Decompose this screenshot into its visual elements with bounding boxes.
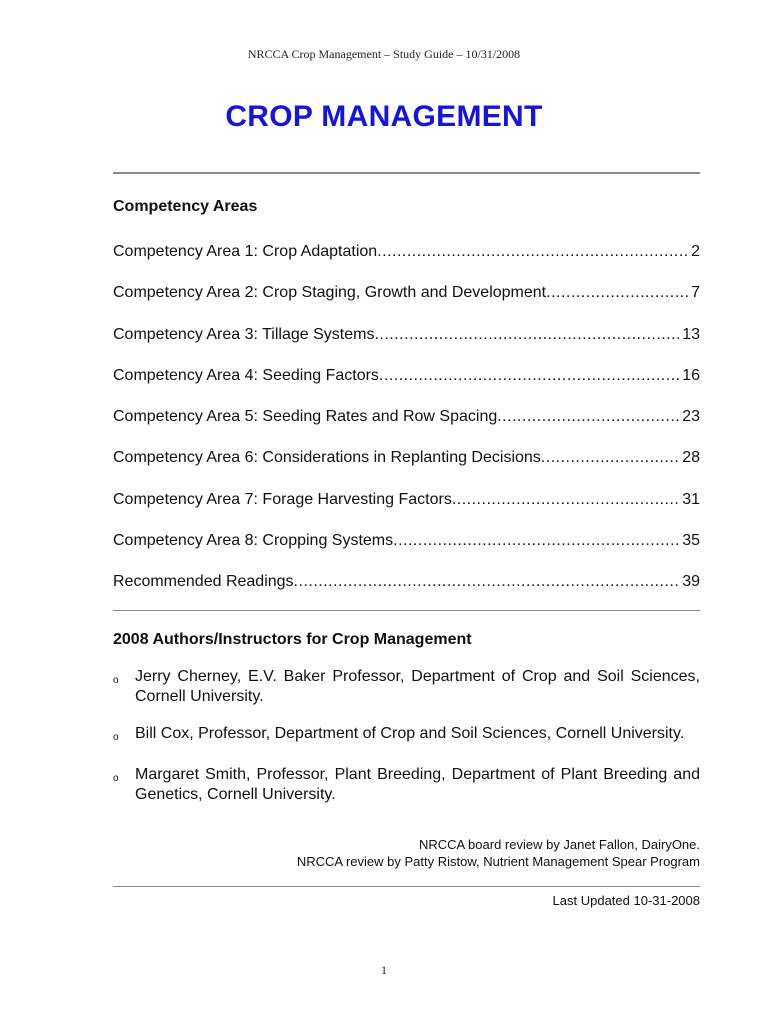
toc-entry-page: 7 bbox=[691, 284, 700, 302]
toc-leader-dots bbox=[497, 407, 679, 427]
review-credits bbox=[113, 836, 700, 870]
last-updated: Last Updated 10-31-2008 bbox=[552, 893, 700, 908]
bullet-icon: o bbox=[113, 773, 119, 784]
toc-entry-page: 2 bbox=[691, 243, 700, 260]
title-divider bbox=[113, 172, 700, 174]
toc-entry-page: 35 bbox=[682, 532, 700, 550]
table-of-contents bbox=[113, 242, 700, 614]
page-title: CROP MANAGEMENT bbox=[225, 100, 543, 133]
toc-entry-page: 28 bbox=[682, 449, 700, 467]
toc-entry-label: Competency Area 8: Cropping Systems bbox=[113, 532, 394, 550]
section-divider bbox=[113, 610, 700, 611]
toc-entry[interactable] bbox=[113, 448, 700, 489]
toc-entry-page: 31 bbox=[682, 490, 700, 508]
toc-entry-page: 16 bbox=[682, 366, 700, 384]
running-header: NRCCA Crop Management – Study Guide – 10/31/2008 bbox=[247, 47, 521, 61]
toc-entry-page: 23 bbox=[682, 408, 700, 426]
author-text: Jerry Cherney, E.V. Baker Professor, Department of Crop and Soil Sciences, Cornell University. bbox=[135, 668, 700, 705]
toc-entry-label: Competency Area 2: Crop Staging, Growth and Development bbox=[113, 284, 547, 302]
toc-leader-dots bbox=[452, 490, 679, 510]
toc-entry[interactable] bbox=[113, 366, 700, 407]
toc-leader-dots bbox=[379, 366, 679, 386]
toc-entry-page: 13 bbox=[682, 325, 700, 343]
author-item bbox=[113, 667, 700, 707]
author-text: Margaret Smith, Professor, Plant Breeding, Department of Plant Breeding and Genetics, Cornell University. bbox=[135, 766, 700, 803]
review-line: NRCCA board review by Janet Fallon, DairyOne. bbox=[418, 837, 700, 852]
bullet-icon: o bbox=[113, 675, 119, 686]
author-item bbox=[113, 724, 700, 748]
toc-entry-label: Competency Area 5: Seeding Rates and Row Spacing bbox=[113, 408, 498, 426]
author-text: Bill Cox, Professor, Department of Crop and Soil Sciences, Cornell University. bbox=[135, 725, 685, 742]
page-number: 1 bbox=[381, 963, 387, 977]
footer-divider bbox=[113, 886, 700, 887]
toc-entry[interactable] bbox=[113, 531, 700, 572]
toc-leader-dots bbox=[393, 531, 679, 551]
toc-entry[interactable] bbox=[113, 242, 700, 283]
toc-entry-label: Competency Area 4: Seeding Factors bbox=[113, 366, 379, 384]
toc-entry[interactable] bbox=[113, 407, 700, 448]
toc-entry[interactable] bbox=[113, 490, 700, 531]
toc-entry-label: Competency Area 7: Forage Harvesting Factors bbox=[113, 490, 452, 508]
toc-entry-label: Recommended Readings bbox=[113, 573, 294, 591]
bullet-icon: o bbox=[113, 732, 119, 743]
toc-leader-dots bbox=[546, 283, 688, 303]
toc-entry-label: Competency Area 1: Crop Adaptation bbox=[113, 243, 378, 260]
toc-entry[interactable] bbox=[113, 325, 700, 366]
toc-leader-dots bbox=[541, 448, 679, 468]
toc-leader-dots bbox=[377, 242, 688, 262]
author-item bbox=[113, 765, 700, 805]
review-line: NRCCA review by Patty Ristow, Nutrient Management Spear Program bbox=[296, 854, 700, 869]
toc-leader-dots bbox=[294, 572, 680, 592]
toc-entry-label: Competency Area 6: Considerations in Replanting Decisions bbox=[113, 449, 541, 467]
toc-entry[interactable] bbox=[113, 283, 700, 324]
authors-list bbox=[113, 667, 700, 822]
competency-heading: Competency Areas bbox=[113, 198, 258, 215]
toc-entry[interactable] bbox=[113, 572, 700, 613]
toc-entry-page: 39 bbox=[682, 573, 700, 591]
toc-entry-label: Competency Area 3: Tillage Systems bbox=[113, 325, 375, 343]
authors-heading: 2008 Authors/Instructors for Crop Management bbox=[113, 631, 472, 648]
toc-leader-dots bbox=[374, 325, 679, 345]
